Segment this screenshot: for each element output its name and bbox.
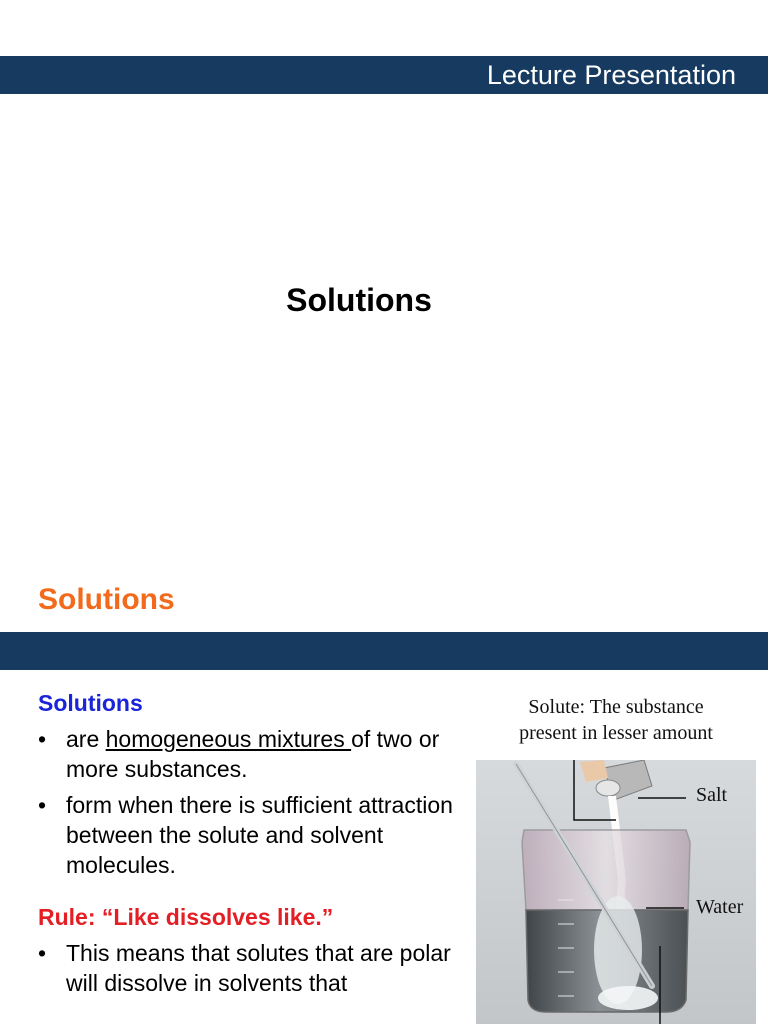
bullet-item [38,790,458,880]
header-bar [0,56,768,94]
bullet-text: This means that solutes that are polar will dissolve in solvents that [66,940,451,996]
caption-line1: Solute: The substance [528,696,704,718]
slide-heading: Solutions [38,583,175,616]
salt-label: Salt [696,784,728,806]
bullet-item [38,724,458,784]
beaker-figure [474,690,768,1024]
slide-title: Solutions [286,282,432,318]
bullet-dot-icon: • [38,726,47,752]
bullet-text: form when there is sufficient attraction between the solute and solvent molecules. [66,792,453,878]
slide-content [38,688,458,1004]
bullet-dot-icon: • [38,792,47,818]
bullet-text-underlined: homogeneous mixtures [105,726,352,752]
figure-caption [474,694,758,746]
caption-line2: present in lesser amount [519,722,713,744]
bullet-text-before: are [66,726,106,752]
header-label: Lecture Presentation [486,60,736,90]
water-label: Water [696,896,744,918]
bullet-item [38,938,458,998]
subheading-solutions: Solutions [38,690,143,716]
bullet-dot-icon: • [38,940,47,966]
heading-bar [0,632,768,670]
bullet-text-after: of two or more substances. [66,726,440,782]
content-slide [0,572,768,1024]
rule-subheading: Rule: “Like dissolves like.” [38,904,334,930]
